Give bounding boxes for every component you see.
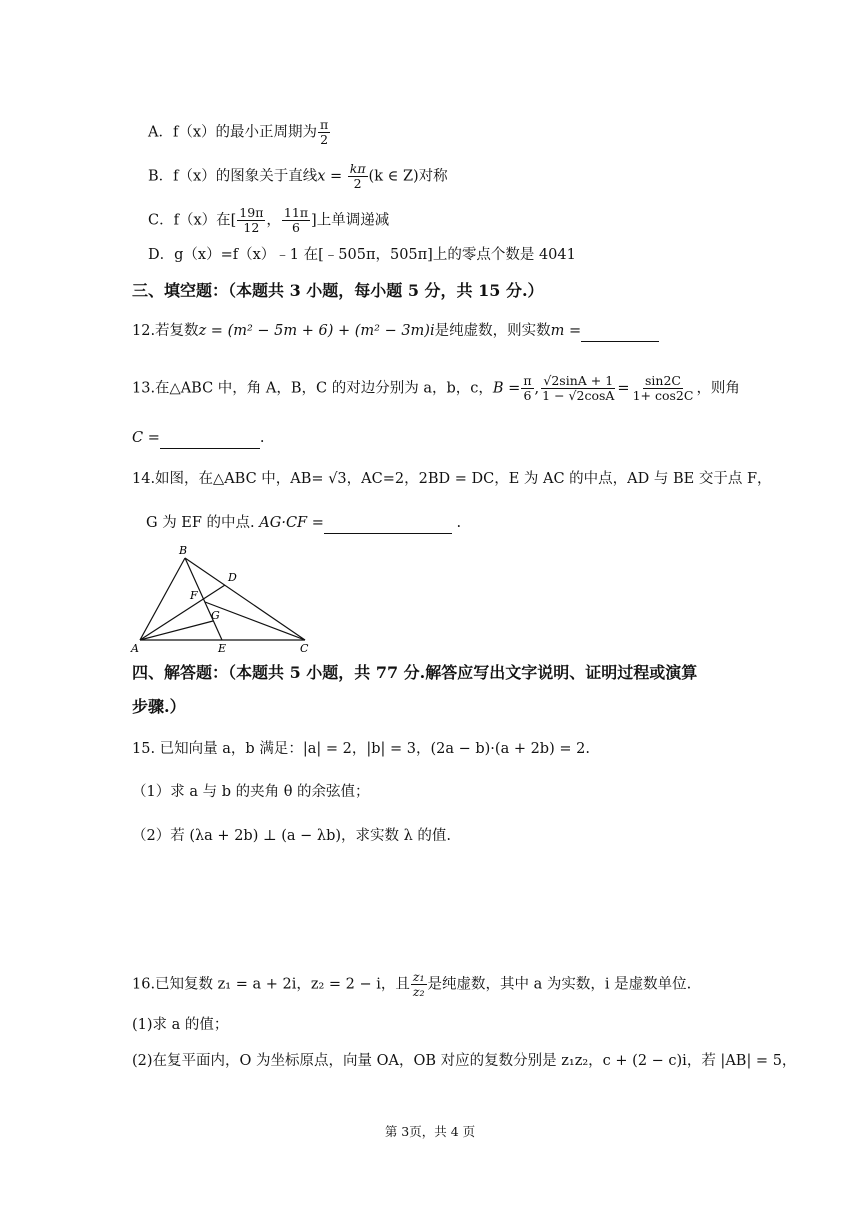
- option-c-text: C．f（x）在[: [148, 212, 237, 229]
- section-4-title-line-2: 步骤.）: [132, 697, 186, 716]
- question-14-line-2: G 为 EF 的中点. AG·CF = .: [146, 512, 461, 534]
- option-a-text: A．f（x）的最小正周期为: [148, 124, 318, 141]
- option-d: D．g（x）=f（x）﹣1 在[﹣505π，505π]上的零点个数是 4041: [148, 247, 576, 263]
- question-14-line-1: 14.如图，在△ABC 中，AB= √3，AC=2，2BD = DC，E 为 AC 的中点，AD 与 BE 交于点 F，: [132, 471, 772, 487]
- triangle-figure: [130, 544, 330, 656]
- question-13-line-2: C = .: [132, 427, 264, 449]
- q16-fraction: $\frac{\text{z₁}}{\text{z₂}}$: [412, 969, 425, 999]
- segment-ag: [140, 621, 213, 640]
- question-15: 15. 已知向量 a，b 满足：|a| = 2，|b| = 3，(2a − b)·(a + 2b) = 2.: [132, 741, 590, 757]
- question-16: 16.已知复数 z₁ = a + 2i，z₂ = 2 − i，且 $\frac{\text{z₁}}{\text{z₂}}$ 是纯虚数，其中 a 为实数，i 是虚数单位.: [132, 969, 692, 999]
- option-c: C．f（x）在[ $\frac{19\pi}{12}$ ， $\frac{11\pi}{6}$ ]上单调递减: [148, 205, 390, 235]
- q14-answer-blank: [324, 517, 452, 534]
- question-13: 13.在△ABC 中，角 A，B，C 的对边分别为 a，b，c，B = $\frac{\pi}{6}$ , $\frac{√2\sin A + 1}{1 - √2\cos A}$ = $\frac{\sin 2C}{1+ \cos 2C}$ ，则角: [132, 373, 740, 403]
- q12-answer-blank: [581, 325, 659, 342]
- question-16-part-1: (1)求 a 的值；: [132, 1017, 229, 1033]
- label-f: F: [190, 589, 198, 602]
- q14-expression: AG·CF =: [259, 515, 324, 531]
- option-b-text: B．f（x）的图象关于直线: [148, 168, 318, 185]
- q12-expression: z = (m² − 5m + 6) + (m² − 3m)i: [198, 323, 435, 339]
- edge-ab: [140, 558, 185, 640]
- option-b: B．f（x）的图象关于直线x = $\frac{k\pi}{2}$ (k ∈ Z)对称: [148, 161, 448, 191]
- label-d: D: [228, 571, 237, 584]
- q13-fraction-b: $\frac{\pi}{6}$: [523, 373, 532, 403]
- page-footer: 第 3页，共 4 页: [384, 1124, 476, 1139]
- option-c-fraction-2: $\frac{11\pi}{6}$: [283, 205, 309, 235]
- q13-fraction-2: $\frac{\sin 2C}{1+ \cos 2C}$: [632, 373, 694, 403]
- q13-fraction-1: $\frac{√2\sin A + 1}{1 - √2\cos A}$: [542, 373, 615, 403]
- question-15-part-2: （2）若 (λa + 2b) ⊥ (a − λb)，求实数 λ 的值.: [132, 828, 452, 844]
- question-12: 12.若复数z = (m² − 5m + 6) + (m² − 3m)i是纯虚数，则实数m =: [132, 320, 659, 342]
- question-15-part-1: （1）求 a 与 b 的夹角 θ 的余弦值；: [132, 784, 370, 800]
- option-a: [148, 118, 331, 147]
- question-16-part-2: (2)在复平面内，O 为坐标原点，向量 OA，OB 对应的复数分别是 z₁z₂，c + (2 − c)i，若 |AB| = 5，: [132, 1053, 797, 1069]
- option-a-fraction: $\frac{\pi}{2}$: [320, 117, 329, 147]
- label-c: C: [300, 642, 309, 655]
- label-e: E: [218, 642, 227, 655]
- q13-answer-blank: [160, 432, 260, 449]
- section-4-title-line-1: 四、解答题：（本题共 5 小题，共 77 分.解答应写出文字说明、证明过程或演算: [132, 663, 698, 682]
- option-b-fraction: $\frac{k\pi}{2}$: [349, 161, 366, 191]
- label-a: A: [131, 642, 139, 655]
- label-g: G: [211, 609, 220, 622]
- section-3-title: 三、填空题：（本题共 3 小题，每小题 5 分，共 15 分.）: [132, 281, 544, 300]
- option-c-fraction-1: $\frac{19\pi}{12}$: [239, 205, 264, 235]
- label-b: B: [179, 544, 188, 557]
